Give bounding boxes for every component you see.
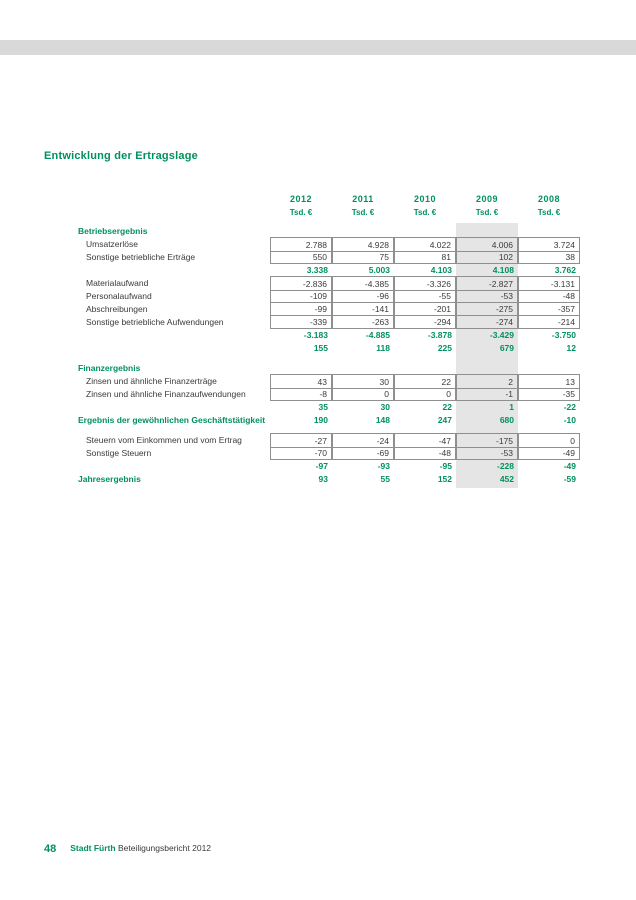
value-cell: 680 (499, 415, 514, 425)
value-cell: 190 (313, 415, 328, 425)
table-row (78, 289, 580, 302)
value-cell: 13 (518, 374, 580, 389)
row-label: Betriebsergebnis (78, 226, 148, 236)
value-cell: 22 (442, 402, 452, 412)
value-cell: -109 (270, 289, 332, 303)
table-row (78, 315, 580, 328)
table-row (78, 426, 580, 433)
row-label: Abschreibungen (86, 304, 148, 314)
value-cell: -27 (270, 433, 332, 448)
value-cell: -3.878 (427, 330, 452, 340)
value-cell (394, 361, 456, 374)
label-column-header (78, 193, 270, 206)
value-cell: -2.827 (456, 276, 518, 291)
value-cell: -96 (332, 289, 394, 303)
value-cell: -47 (394, 433, 456, 448)
value-cell: 38 (518, 250, 580, 264)
value-cell: 3.338 (306, 265, 328, 275)
unit-label: Tsd. € (537, 208, 561, 217)
value-cell: -3.750 (551, 330, 576, 340)
value-cell: -3.131 (518, 276, 580, 291)
value-cell: -70 (270, 446, 332, 460)
year-header: 2012 (289, 194, 313, 204)
value-cell: -357 (518, 302, 580, 316)
value-cell: -55 (394, 289, 456, 303)
value-cell: 4.006 (456, 237, 518, 252)
value-cell: 4.108 (492, 265, 514, 275)
value-cell: 22 (394, 374, 456, 389)
row-label: Ergebnis der gewöhnlichen Geschäftstätigkeit (78, 415, 266, 425)
unit-label: Tsd. € (413, 208, 437, 217)
row-label: Zinsen und ähnliche Finanzerträge (86, 376, 217, 386)
value-cell: 30 (380, 402, 390, 412)
value-cell: 5.003 (368, 265, 390, 275)
table-row (78, 302, 580, 315)
table-row (78, 361, 580, 374)
value-cell: -24 (332, 433, 394, 448)
table-row (78, 276, 580, 289)
row-label: Sonstige betriebliche Aufwendungen (86, 317, 224, 327)
value-cell: 0 (332, 387, 394, 401)
footer-text: Beteiligungsbericht 2012 (115, 843, 212, 853)
value-cell: -228 (496, 461, 514, 471)
row-label (78, 263, 270, 276)
table-row (78, 328, 580, 341)
row-label: Sonstige Steuern (86, 448, 152, 458)
page-title: Entwicklung der Ertragslage (44, 150, 198, 162)
value-cell: -49 (563, 461, 576, 471)
table-row (78, 413, 580, 426)
value-cell: 93 (318, 474, 328, 484)
value-cell: -49 (518, 446, 580, 460)
value-cell (332, 361, 394, 374)
value-cell: 148 (375, 415, 390, 425)
row-label: Umsatzerlöse (86, 239, 138, 249)
value-cell: 679 (499, 343, 514, 353)
value-cell: -141 (332, 302, 394, 316)
row-label (78, 459, 270, 472)
unit-label: Tsd. € (289, 208, 313, 217)
value-cell: 225 (437, 343, 452, 353)
value-cell: -275 (456, 302, 518, 316)
value-cell (270, 224, 332, 237)
year-header-row (78, 193, 580, 206)
value-cell: -294 (394, 315, 456, 329)
value-cell: 4.103 (430, 265, 452, 275)
value-cell: -95 (439, 461, 452, 471)
row-label: Sonstige betriebliche Erträge (86, 252, 196, 262)
value-cell: 550 (270, 250, 332, 264)
value-cell: -59 (563, 474, 576, 484)
value-cell: 247 (437, 415, 452, 425)
value-cell: -93 (377, 461, 390, 471)
table-row (78, 250, 580, 263)
table-row (78, 341, 580, 354)
value-cell: -339 (270, 315, 332, 329)
value-cell: -175 (456, 433, 518, 448)
row-label: Finanzergebnis (78, 363, 141, 373)
earnings-table (78, 193, 580, 485)
table-row (78, 433, 580, 446)
header-band (0, 40, 636, 55)
value-cell: 43 (270, 374, 332, 389)
value-cell: -22 (563, 402, 576, 412)
footer-brand: Stadt Fürth (70, 843, 116, 853)
row-label: Zinsen und ähnliche Finanzaufwendungen (86, 389, 246, 399)
value-cell: 4.928 (332, 237, 394, 252)
table-row (78, 224, 580, 237)
table-body (78, 224, 580, 485)
value-cell: 3.724 (518, 237, 580, 252)
value-cell (394, 224, 456, 237)
value-cell: -99 (270, 302, 332, 316)
table-row (78, 263, 580, 276)
value-cell: 2.788 (270, 237, 332, 252)
value-cell (518, 224, 580, 237)
value-cell: 155 (313, 343, 328, 353)
value-cell: 30 (332, 374, 394, 389)
year-header: 2010 (413, 194, 437, 204)
unit-header-row (78, 206, 580, 219)
value-cell: 0 (518, 433, 580, 448)
value-cell: 4.022 (394, 237, 456, 252)
value-cell: -97 (315, 461, 328, 471)
value-cell: -53 (456, 289, 518, 303)
value-cell: -69 (332, 446, 394, 460)
row-label (78, 328, 270, 341)
page-number: 48 (44, 843, 57, 855)
unit-label: Tsd. € (475, 208, 499, 217)
value-cell: -3.326 (394, 276, 456, 291)
value-cell (270, 361, 332, 374)
unit-spacer (78, 206, 270, 219)
value-cell: -4.385 (332, 276, 394, 291)
value-cell (456, 224, 518, 237)
value-cell: -48 (518, 289, 580, 303)
value-cell: 35 (318, 402, 328, 412)
row-label: Jahresergebnis (78, 474, 141, 484)
table-row (78, 237, 580, 250)
value-cell: 452 (499, 474, 514, 484)
page-footer (44, 843, 211, 855)
value-cell: -1 (456, 387, 518, 401)
row-label: Materialaufwand (86, 278, 149, 288)
value-cell: 3.762 (554, 265, 576, 275)
value-cell: 12 (566, 343, 576, 353)
year-header: 2011 (352, 194, 374, 204)
row-label (78, 341, 270, 354)
table-row (78, 446, 580, 459)
value-cell: 102 (456, 250, 518, 264)
value-cell: 75 (332, 250, 394, 264)
value-cell: -214 (518, 315, 580, 329)
unit-label: Tsd. € (351, 208, 375, 217)
value-cell: 152 (437, 474, 452, 484)
row-label: Personalaufwand (86, 291, 152, 301)
value-cell: -201 (394, 302, 456, 316)
table-row (78, 387, 580, 400)
value-cell: -263 (332, 315, 394, 329)
value-cell: -53 (456, 446, 518, 460)
value-cell: -4.885 (365, 330, 390, 340)
value-cell: -3.429 (489, 330, 514, 340)
table-row (78, 472, 580, 485)
table-row (78, 374, 580, 387)
value-cell: 2 (456, 374, 518, 389)
value-cell: 1 (509, 402, 514, 412)
table-row (78, 459, 580, 472)
value-cell: 81 (394, 250, 456, 264)
value-cell: -3.183 (303, 330, 328, 340)
value-cell: -35 (518, 387, 580, 401)
value-cell: 118 (376, 343, 390, 353)
value-cell: -8 (270, 387, 332, 401)
value-cell: -2.836 (270, 276, 332, 291)
table-row (78, 354, 580, 361)
year-header: 2008 (537, 194, 561, 204)
value-cell: -274 (456, 315, 518, 329)
value-cell (518, 361, 580, 374)
table-row (78, 400, 580, 413)
value-cell: -10 (563, 415, 576, 425)
value-cell: -48 (394, 446, 456, 460)
row-label: Steuern vom Einkommen und vom Ertrag (86, 435, 242, 445)
value-cell (332, 224, 394, 237)
value-cell (456, 361, 518, 374)
value-cell: 0 (394, 387, 456, 401)
row-label (78, 400, 270, 413)
value-cell: 55 (380, 474, 390, 484)
year-header: 2009 (475, 194, 499, 204)
